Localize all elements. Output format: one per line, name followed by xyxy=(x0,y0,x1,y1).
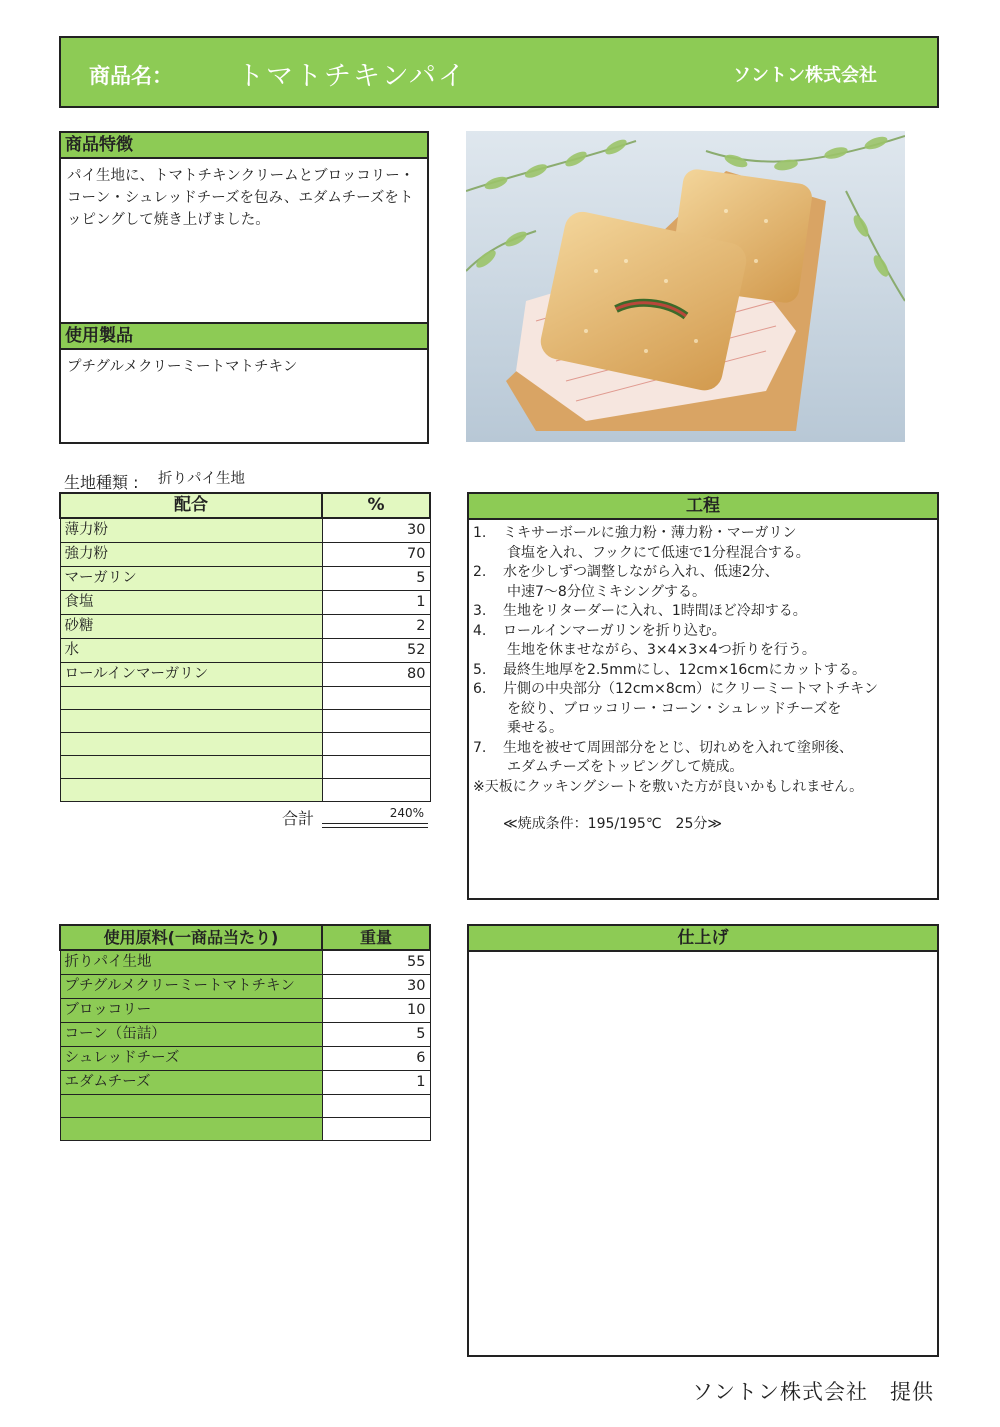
total-label: 合計 xyxy=(282,809,315,828)
table-row xyxy=(60,779,430,802)
product-photo xyxy=(466,131,905,442)
table-row xyxy=(60,567,430,591)
ingredient-name: 折りパイ生地 xyxy=(60,950,322,975)
ingredient-name: ブロッコリー xyxy=(60,999,322,1023)
step-number: 4. xyxy=(473,622,487,639)
formula-value: 1 xyxy=(322,591,430,615)
table-row xyxy=(60,639,430,663)
ingredient-name xyxy=(60,1118,322,1141)
formula-name xyxy=(60,733,322,756)
table-row xyxy=(60,975,430,999)
process-step-cont: 中速7～8分位ミキシングする。 xyxy=(507,583,707,600)
ingredients-header-row xyxy=(60,925,430,950)
formula-name xyxy=(60,756,322,779)
features-box xyxy=(59,131,429,324)
ingredient-weight xyxy=(322,1118,430,1141)
step-text: 片側の中央部分（12cm×8cm）にクリーミートマトチキン xyxy=(503,681,878,697)
process-step-cont: 生地を休ませながら、3×4×3×4つ折りを行う。 xyxy=(507,642,816,658)
process-step-cont: 乗せる。 xyxy=(507,720,563,736)
formula-name: 薄力粉 xyxy=(60,518,322,543)
table-row xyxy=(60,543,430,567)
formula-col-pct: % xyxy=(322,493,430,518)
process-step-cont: エダムチーズをトッピングして焼成。 xyxy=(507,759,744,775)
formula-name: マーガリン xyxy=(60,567,322,591)
table-row xyxy=(60,615,430,639)
ingredient-weight: 30 xyxy=(322,975,430,999)
table-row xyxy=(60,1095,430,1118)
formula-name: 水 xyxy=(60,639,322,663)
table-row xyxy=(60,1023,430,1047)
finish-box xyxy=(467,924,939,1357)
formula-name: 食塩 xyxy=(60,591,322,615)
formula-value: 80 xyxy=(322,663,430,687)
formula-col-name: 配合 xyxy=(60,493,322,518)
step-number: 6. xyxy=(473,681,487,697)
formula-value: 2 xyxy=(322,615,430,639)
formula-table xyxy=(59,492,431,802)
table-row xyxy=(60,1047,430,1071)
formula-name xyxy=(60,710,322,733)
process-step xyxy=(473,524,937,544)
ingredient-name: プチグルメクリーミートマトチキン xyxy=(60,975,322,999)
ingredient-name: コーン（缶詰） xyxy=(60,1023,322,1047)
step-text: ミキサーボールに強力粉・薄力粉・マーガリン xyxy=(503,525,797,541)
table-row xyxy=(60,1071,430,1095)
process-heading: 工程 xyxy=(469,494,937,520)
ingredient-weight: 10 xyxy=(322,999,430,1023)
step-text: ロールインマーガリンを折り込む。 xyxy=(503,622,726,639)
ingredient-weight: 6 xyxy=(322,1047,430,1071)
ingredients-col-weight: 重量 xyxy=(322,925,430,950)
process-step xyxy=(473,602,937,622)
products-heading: 使用製品 xyxy=(61,324,427,350)
process-step-cont: を絞り、ブロッコリー・コーン・シュレッドチーズを xyxy=(507,700,842,717)
company-name: ソントン株式会社 xyxy=(733,65,877,86)
table-row xyxy=(60,710,430,733)
formula-value: 5 xyxy=(322,567,430,591)
formula-value xyxy=(322,733,430,756)
ingredient-weight: 1 xyxy=(322,1071,430,1095)
formula-value xyxy=(322,779,430,802)
step-number: 2. xyxy=(473,564,487,580)
features-heading: 商品特徴 xyxy=(61,133,427,159)
dough-type-label: 生地種類 : xyxy=(64,473,139,492)
step-text: 最終生地厚を2.5mmにし、12cm×16cmにカットする。 xyxy=(503,661,867,678)
table-row xyxy=(60,518,430,543)
table-row xyxy=(60,756,430,779)
formula-header-row xyxy=(60,493,430,518)
total-value: 240% xyxy=(389,806,424,820)
ingredient-name xyxy=(60,1095,322,1118)
formula-name: 砂糖 xyxy=(60,615,322,639)
process-step xyxy=(473,622,937,642)
ingredient-name: シュレッドチーズ xyxy=(60,1047,322,1071)
formula-name xyxy=(60,687,322,710)
table-row xyxy=(60,950,430,975)
table-row xyxy=(60,687,430,710)
ingredient-weight: 5 xyxy=(322,1023,430,1047)
total-underline xyxy=(322,823,428,828)
process-note: ※天板にクッキングシートを敷いた方が良いかもしれません。 xyxy=(473,778,864,795)
ingredients-col-name: 使用原料(一商品当たり) xyxy=(60,925,322,950)
step-number: 5. xyxy=(473,661,487,678)
formula-value xyxy=(322,710,430,733)
process-step xyxy=(473,680,937,700)
process-step xyxy=(473,661,937,681)
process-steps xyxy=(469,520,937,778)
ingredient-weight: 55 xyxy=(322,950,430,975)
products-box xyxy=(59,322,429,444)
table-row xyxy=(60,733,430,756)
formula-value xyxy=(322,687,430,710)
features-text: パイ生地に、トマトチキンクリームとブロッコリー・コーン・シュレッドチーズを包み、エダムチーズをトッピングして焼き上げました。 xyxy=(67,168,415,228)
formula-value: 30 xyxy=(322,518,430,543)
step-text: 生地をリターダーに入れ、1時間ほど冷却する。 xyxy=(503,603,807,619)
step-text: 生地を被せて周囲部分をとじ、切れめを入れて塗卵後、 xyxy=(503,739,853,756)
table-row xyxy=(60,1118,430,1141)
formula-name: ロールインマーガリン xyxy=(60,663,322,687)
table-row xyxy=(60,999,430,1023)
formula-value xyxy=(322,756,430,779)
formula-value: 70 xyxy=(322,543,430,567)
formula-value: 52 xyxy=(322,639,430,663)
step-number: 1. xyxy=(473,525,487,541)
bake-conditions: ≪焼成条件：195/195℃ 25分≫ xyxy=(503,816,723,832)
step-number: 3. xyxy=(473,603,487,619)
footer-credit: ソントン株式会社 提供 xyxy=(692,1380,934,1404)
ingredients-table xyxy=(59,924,431,1141)
step-number: 7. xyxy=(473,739,487,756)
product-name-label: 商品名： xyxy=(89,64,173,88)
table-row xyxy=(60,663,430,687)
process-box xyxy=(467,492,939,900)
finish-heading: 仕上げ xyxy=(469,926,937,952)
formula-name: 強力粉 xyxy=(60,543,322,567)
process-step-cont: 食塩を入れ、フックにて低速で1分程混合する。 xyxy=(507,544,810,561)
table-row xyxy=(60,591,430,615)
dough-type-value: 折りパイ生地 xyxy=(158,471,245,487)
process-step xyxy=(473,563,937,583)
formula-name xyxy=(60,779,322,802)
step-text: 水を少しずつ調整しながら入れ、低速2分、 xyxy=(503,564,779,580)
header-banner xyxy=(59,36,939,108)
ingredient-weight xyxy=(322,1095,430,1118)
process-step xyxy=(473,739,937,759)
products-text: プチグルメクリーミートマトチキン xyxy=(67,359,298,375)
product-name: トマトチキンパイ xyxy=(237,61,467,92)
ingredient-name: エダムチーズ xyxy=(60,1071,322,1095)
